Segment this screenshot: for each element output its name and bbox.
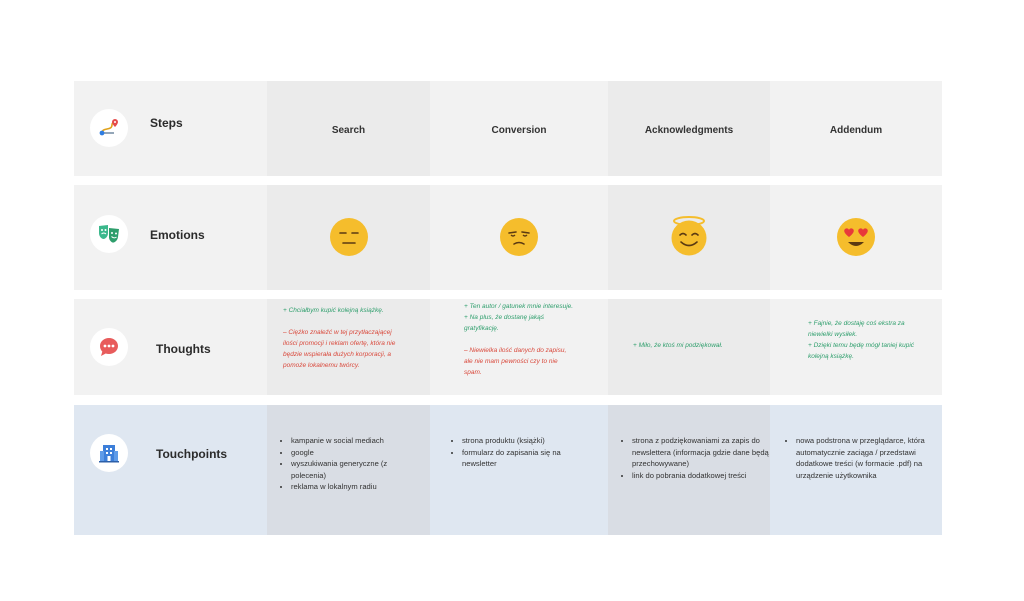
touchpoint-col-addendum	[770, 405, 942, 535]
touchpoints-row	[74, 405, 942, 535]
thought-item: + Ten autor / gatunek mnie interesuje.	[464, 303, 574, 310]
unamused-face-icon	[499, 217, 539, 257]
smiling-face-with-halo-icon	[669, 213, 709, 257]
thought-item: + Chciałbym kupić kolejną książkę.	[283, 307, 384, 314]
touchpoint-col-search	[267, 405, 430, 535]
theater-masks-icon	[90, 215, 128, 253]
list-item: • wyszukiwania generyczne (z polecenia)	[291, 458, 421, 481]
touchpoint-list-addendum	[784, 435, 944, 481]
steps-label-cell	[74, 81, 267, 176]
step-addendum: Addendum	[829, 125, 883, 136]
touchpoint-col-acknowledgments	[608, 405, 770, 535]
thought-item: + Na plus, że dostanę jakąś gratyfikację.	[464, 314, 545, 332]
emotion-col-conversion	[430, 185, 608, 290]
thoughts-row	[74, 299, 942, 395]
thought-item: + Miło, że ktoś mi podziękował.	[633, 342, 723, 349]
step-col-search	[267, 81, 430, 176]
thought-text-acknowledgments	[633, 340, 758, 351]
row-title-steps: Steps	[150, 116, 183, 130]
thought-col-acknowledgments	[608, 299, 770, 395]
emotion-col-addendum	[770, 185, 942, 290]
row-title-touchpoints: Touchpoints	[156, 447, 228, 461]
thought-item: + Fajnie, że dostaję coś ekstra za niewielki wysiłek.	[808, 320, 905, 338]
list-item: • nowa podstrona w przeglądarce, która automatycznie zaciąga / przedstawi dodatkowe treści (w formacie .pdf) na urządzenie użytkownika	[796, 435, 944, 481]
list-item: • strona produktu (książki)	[462, 435, 592, 447]
touchpoint-list-search	[279, 435, 421, 493]
list-item: • formularz do zapisania się na newsletter	[462, 447, 592, 470]
list-item: • kampanie w social mediach	[291, 435, 421, 447]
step-search: Search	[331, 125, 366, 136]
expressionless-face-icon	[329, 217, 369, 257]
thoughts-label-cell	[74, 299, 267, 395]
thought-text-addendum	[808, 318, 918, 362]
row-title-emotions: Emotions	[150, 228, 205, 242]
touchpoint-col-conversion	[430, 405, 608, 535]
step-acknowledgments: Acknowledgments	[644, 125, 734, 136]
step-col-acknowledgments	[608, 81, 770, 176]
step-col-addendum	[770, 81, 942, 176]
step-conversion: Conversion	[491, 125, 547, 136]
heart-eyes-face-icon	[836, 217, 876, 257]
list-item: • link do pobrania dodatkowej treści	[632, 470, 772, 482]
touchpoints-label-cell	[74, 405, 267, 535]
thought-col-search	[267, 299, 430, 395]
thought-col-addendum	[770, 299, 942, 395]
touchpoint-list-conversion	[450, 435, 592, 470]
list-item: • reklama w lokalnym radiu	[291, 481, 421, 493]
emotions-label-cell	[74, 185, 267, 290]
thought-item: – Ciężko znaleźć w tej przytłaczającej ilości promocji i reklam ofertę, która nie będzie wspierała dużych korporacji, a pomoże lokalnemu twórcy.	[283, 329, 396, 369]
thought-item: – Niewielka ilość danych do zapisu, ale nie mam pewności czy to nie spam.	[464, 347, 567, 376]
list-item: • strona z podziękowaniami za zapis do newslettera (informacja gdzie dane będą przechowywane)	[632, 435, 772, 470]
thought-text-search	[283, 305, 398, 371]
list-item: • google	[291, 447, 421, 459]
touchpoint-list-acknowledgments	[620, 435, 772, 481]
steps-row	[74, 81, 942, 176]
route-icon	[90, 109, 128, 147]
thought-col-conversion	[430, 299, 608, 395]
emotion-col-search	[267, 185, 430, 290]
step-col-conversion	[430, 81, 608, 176]
thought-text-conversion	[464, 301, 574, 378]
building-icon	[90, 434, 128, 472]
row-title-thoughts: Thoughts	[156, 342, 211, 356]
chat-bubble-icon	[90, 328, 128, 366]
emotions-row	[74, 185, 942, 290]
thought-item: + Dzięki temu będę mógł taniej kupić kolejną książkę.	[808, 342, 915, 360]
emotion-col-acknowledgments	[608, 185, 770, 290]
